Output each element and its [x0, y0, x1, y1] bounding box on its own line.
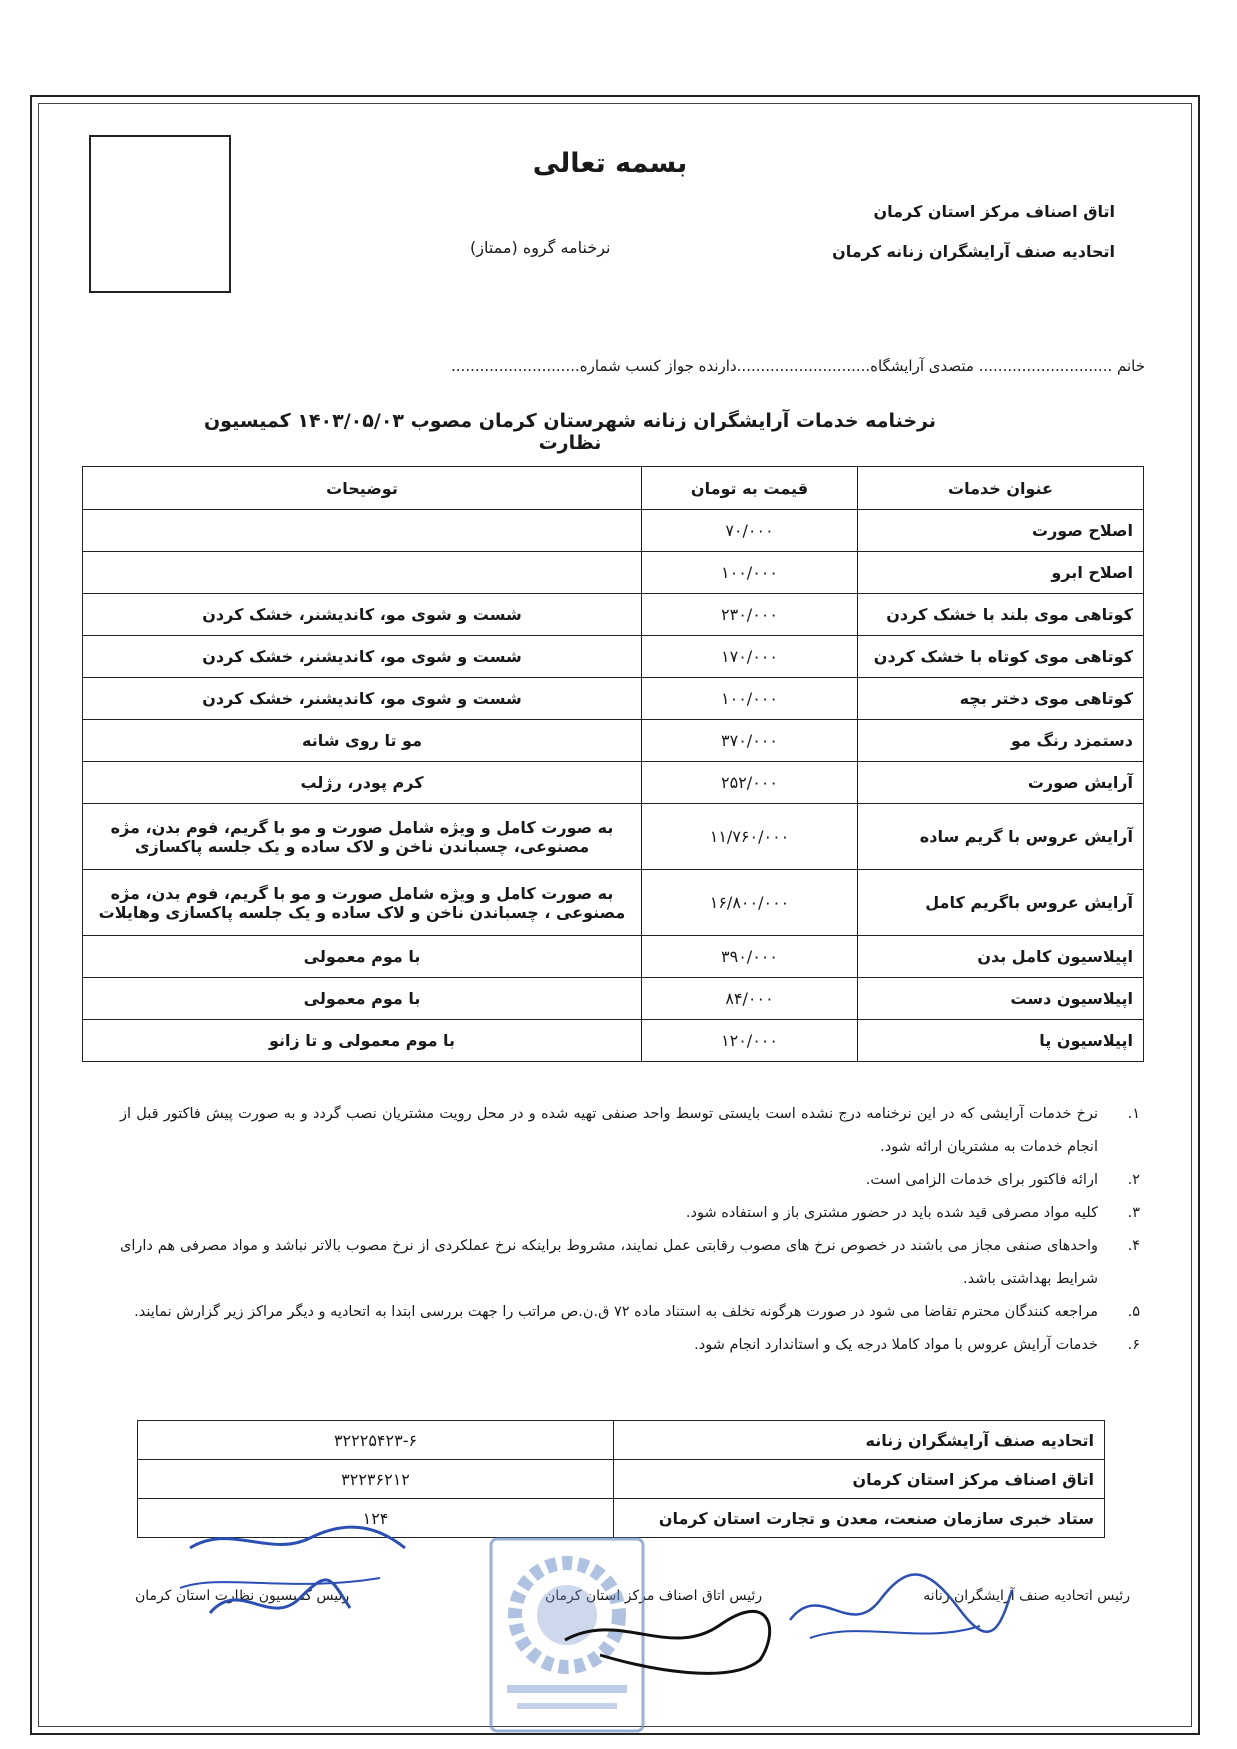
commission-head-label: رئیس کمیسیون نظارت استان کرمان — [135, 1588, 350, 1604]
note-text: ارائه فاکتور برای خدمات الزامی است. — [865, 1172, 1098, 1188]
table-row — [83, 978, 1144, 1020]
service-notes: شست و شوی مو، کاندیشنر، خشک کردن — [83, 636, 642, 678]
table-row — [83, 552, 1144, 594]
price-table-title: نرخنامه خدمات آرایشگران زنانه شهرستان کرمان مصوب ۱۴۰۳/۰۵/۰۳ کمیسیون نظارت — [203, 410, 937, 454]
service-price: ۱۲۰/۰۰۰ — [642, 1020, 858, 1062]
service-price: ۱۷۰/۰۰۰ — [642, 636, 858, 678]
service-price: ۸۴/۰۰۰ — [642, 978, 858, 1020]
photo-placeholder — [89, 135, 231, 293]
table-row — [83, 762, 1144, 804]
service-price: ۲۵۲/۰۰۰ — [642, 762, 858, 804]
service-notes: با موم معمولی و تا زانو — [83, 1020, 642, 1062]
note-number: ۳. — [1127, 1205, 1140, 1221]
note-number: ۱. — [1127, 1106, 1140, 1122]
table-row — [138, 1421, 1105, 1460]
service-name: اپیلاسیون کامل بدن — [858, 936, 1144, 978]
service-price: ۱۰۰/۰۰۰ — [642, 552, 858, 594]
list-item — [120, 1164, 1140, 1197]
service-notes: شست و شوی مو، کاندیشنر، خشک کردن — [83, 594, 642, 636]
service-name: اپیلاسیون دست — [858, 978, 1144, 1020]
service-name: دستمزد رنگ مو — [858, 720, 1144, 762]
table-row — [83, 870, 1144, 936]
note-text: مراجعه کنندگان محترم تقاضا می شود در صورت هرگونه تخلف به استناد ماده ۷۲ ق.ن.ص مراتب را جهت بررسی ابتدا به اتحادیه و دیگر مراکز زیر گزارش نمایند. — [134, 1304, 1098, 1320]
contact-phone: ۳۲۲۲۵۴۲۳-۶ — [138, 1421, 614, 1460]
table-row — [83, 678, 1144, 720]
service-name: آرایش عروس باگریم کامل — [858, 870, 1144, 936]
service-price: ۱۱/۷۶۰/۰۰۰ — [642, 804, 858, 870]
header-price: قیمت به تومان — [642, 467, 858, 510]
union-head-label: رئیس اتحادیه صنف آرایشگران زنانه — [923, 1588, 1130, 1604]
list-item — [120, 1197, 1140, 1230]
service-price: ۲۳۰/۰۰۰ — [642, 594, 858, 636]
document-title: بسمه تعالی — [532, 148, 688, 179]
service-notes: به صورت کامل و ویژه شامل صورت و مو با گریم، فوم بدن، مژه مصنوعی، چسباندن ناخن و لاک ساده و یک جلسه پاکسازی — [83, 804, 642, 870]
service-notes — [83, 552, 642, 594]
service-price: ۱۰۰/۰۰۰ — [642, 678, 858, 720]
list-item — [120, 1230, 1140, 1296]
note-number: ۲. — [1127, 1172, 1140, 1188]
chamber-head-signature — [560, 1600, 790, 1690]
note-number: ۵. — [1127, 1304, 1140, 1320]
price-group-label: نرخنامه گروه (ممتاز) — [470, 238, 611, 257]
note-text: کلیه مواد مصرفی قید شده باید در حضور مشتری باز و استفاده شود. — [685, 1205, 1098, 1221]
table-row — [83, 510, 1144, 552]
contact-label: اتحادیه صنف آرایشگران زنانه — [614, 1421, 1105, 1460]
service-name: آرایش صورت — [858, 762, 1144, 804]
service-price: ۱۶/۸۰۰/۰۰۰ — [642, 870, 858, 936]
table-row — [138, 1460, 1105, 1499]
header-notes: توضیحات — [83, 467, 642, 510]
notes-list — [120, 1098, 1140, 1362]
service-notes: کرم پودر، رژلب — [83, 762, 642, 804]
table-row — [83, 804, 1144, 870]
price-table — [82, 466, 1144, 1062]
table-row — [83, 594, 1144, 636]
commission-head-signature — [170, 1518, 420, 1638]
table-row — [83, 936, 1144, 978]
table-row — [83, 720, 1144, 762]
service-name: اصلاح ابرو — [858, 552, 1144, 594]
note-number: ۴. — [1127, 1238, 1140, 1254]
note-text: نرخ خدمات آرایشی که در این نرخنامه درج نشده است بایستی توسط واحد صنفی تهیه شده و در محل رویت مشتریان نصب گردد و به صورت پیش فاکتور قبل از انجام خدمات به مشتریان ارائه شود. — [120, 1106, 1098, 1155]
table-row — [83, 636, 1144, 678]
price-table-header-row — [83, 467, 1144, 510]
note-text: واحدهای صنفی مجاز می باشند در خصوص نرخ های مصوب رقابتی عمل نمایند، مشروط براینکه نرخ عملکردی از نرخ مصوب بالاتر نباشد و مواد مصرفی هم دارای شرایط بهداشتی باشد. — [120, 1238, 1098, 1287]
chamber-head-label: رئیس اتاق اصناف مرکز استان کرمان — [545, 1588, 763, 1604]
contact-label: ستاد خبری سازمان صنعت، معدن و تجارت استان کرمان — [614, 1499, 1105, 1538]
service-notes: با موم معمولی — [83, 936, 642, 978]
service-name: آرایش عروس با گریم ساده — [858, 804, 1144, 870]
contact-phone: ۳۲۲۳۶۲۱۲ — [138, 1460, 614, 1499]
service-notes — [83, 510, 642, 552]
header-service: عنوان خدمات — [858, 467, 1144, 510]
service-notes: شست و شوی مو، کاندیشنر، خشک کردن — [83, 678, 642, 720]
service-name: کوتاهی موی بلند با خشک کردن — [858, 594, 1144, 636]
contact-label: اتاق اصناف مرکز استان کرمان — [614, 1460, 1105, 1499]
org-line-union: اتحادیه صنف آرایشگران زنانه کرمان — [832, 242, 1115, 261]
service-price: ۳۷۰/۰۰۰ — [642, 720, 858, 762]
service-name: اپیلاسیون پا — [858, 1020, 1144, 1062]
service-name: کوتاهی موی دختر بچه — [858, 678, 1144, 720]
note-text: خدمات آرایش عروس با مواد کاملا درجه یک و استاندارد انجام شود. — [694, 1337, 1098, 1353]
service-price: ۳۹۰/۰۰۰ — [642, 936, 858, 978]
service-name: اصلاح صورت — [858, 510, 1144, 552]
note-number: ۶. — [1127, 1337, 1140, 1353]
contact-phone: ۱۲۴ — [138, 1499, 614, 1538]
list-item — [120, 1296, 1140, 1329]
service-name: کوتاهی موی کوتاه با خشک کردن — [858, 636, 1144, 678]
list-item — [120, 1329, 1140, 1362]
license-holder-line: خانم ............................ متصدی آرایشگاه............................دارنده جواز کسب شماره........................... — [451, 357, 1145, 375]
org-line-chamber: اتاق اصناف مرکز استان کرمان — [873, 202, 1115, 221]
union-head-signature — [780, 1560, 1020, 1650]
service-price: ۷۰/۰۰۰ — [642, 510, 858, 552]
list-item — [120, 1098, 1140, 1164]
table-row — [83, 1020, 1144, 1062]
service-notes: با موم معمولی — [83, 978, 642, 1020]
service-notes: مو تا روی شانه — [83, 720, 642, 762]
service-notes: به صورت کامل و ویژه شامل صورت و مو با گریم، فوم بدن، مژه مصنوعی ، چسباندن ناخن و لاک ساده و یک جلسه پاکسازی وهایلات — [83, 870, 642, 936]
